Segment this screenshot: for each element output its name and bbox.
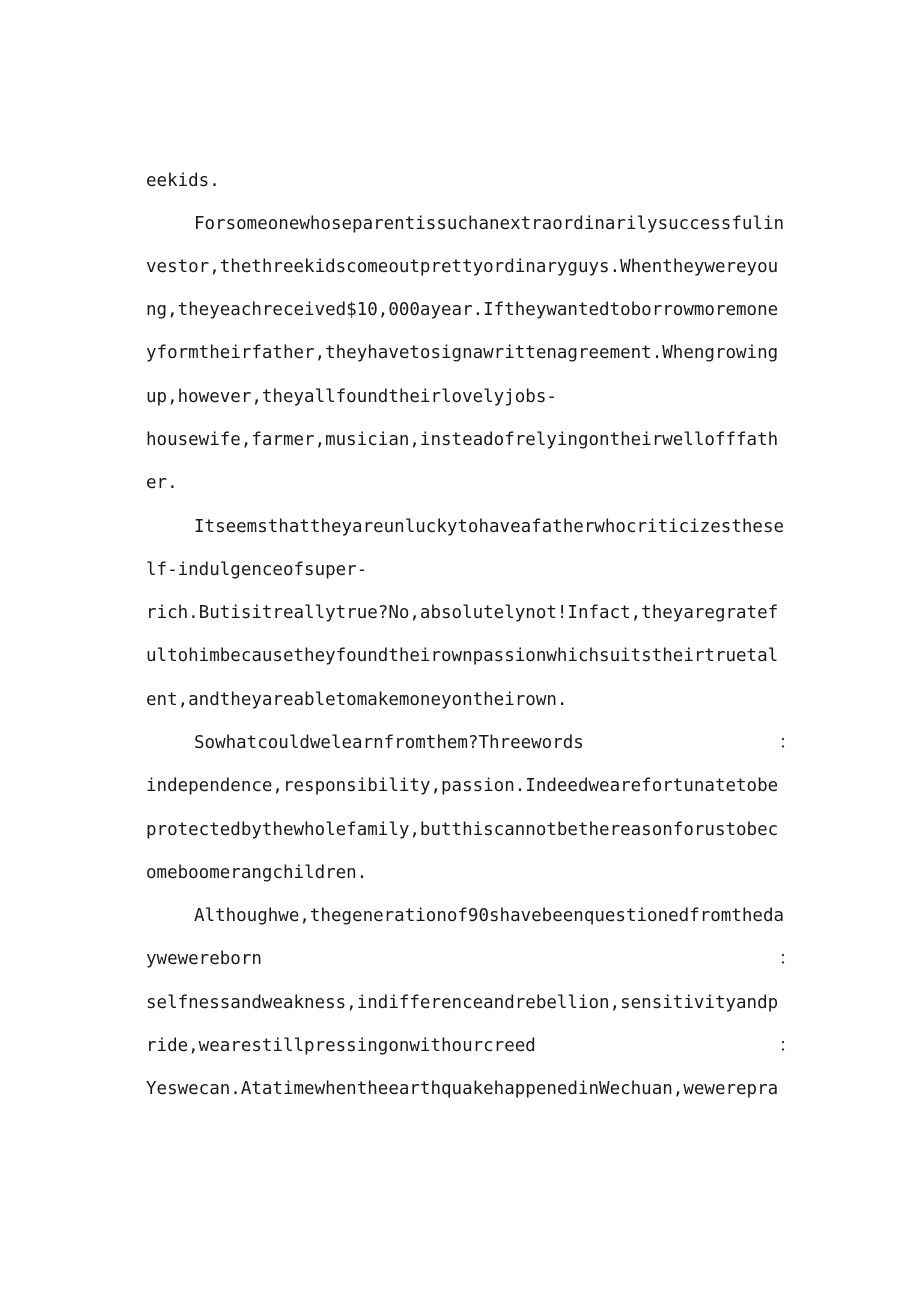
- text-line: protectedbythewholefamily,butthiscannotbethereasonforustobec: [146, 820, 779, 840]
- colon-mark: ：: [779, 949, 797, 969]
- text-line: ultohimbecausetheyfoundtheirownpassionwhichsuitstheirtruetal: [146, 646, 779, 666]
- text-line: ng,theyeachreceived$10,000ayear.Iftheywantedtoborrowmoremone: [146, 300, 779, 320]
- text-line: yformtheirfather,theyhavetosignawrittenagreement.Whengrowing: [146, 343, 779, 363]
- text-line: ride,wearestillpressingonwithourcreed: [146, 1036, 536, 1056]
- text-line: ywewereborn: [146, 949, 262, 969]
- colon-mark: ：: [779, 1036, 797, 1056]
- paragraph-first-line: Althoughwe,thegenerationof90shavebeenquestionedfromtheda: [194, 906, 785, 926]
- text-line: eekids.: [146, 171, 220, 191]
- text-line: vestor,thethreekidscomeoutprettyordinaryguys.Whentheywereyou: [146, 257, 779, 277]
- paragraph-first-line: Forsomeonewhoseparentissuchanextraordinarilysuccessfulin: [194, 214, 785, 234]
- text-line: ent,andtheyareabletomakemoneyontheirown.: [146, 690, 568, 710]
- text-line: independence,responsibility,passion.Indeedwearefortunatetobe: [146, 776, 779, 796]
- text-line: up,however,theyallfoundtheirlovelyjobs-: [146, 387, 557, 407]
- text-line: omeboomerangchildren.: [146, 863, 368, 883]
- text-line: lf-indulgenceofsuper-: [146, 560, 368, 580]
- paragraph-first-line: Sowhatcouldwelearnfromthem?Threewords: [194, 733, 584, 753]
- text-line: Yeswecan.AtatimewhentheearthquakehappenedinWechuan,wewerepra: [146, 1079, 779, 1099]
- paragraph-first-line: Itseemsthattheyareunluckytohaveafatherwhocriticizesthese: [194, 517, 785, 537]
- text-line: housewife,farmer,musician,insteadofrelyingontheirwellofffath: [146, 430, 779, 450]
- colon-mark: ：: [779, 733, 797, 753]
- text-line: er.: [146, 473, 178, 493]
- text-line: selfnessandweakness,indifferenceandrebellion,sensitivityandp: [146, 993, 779, 1013]
- text-line: rich.Butisitreallytrue?No,absolutelynot!Infact,theyaregratef: [146, 603, 779, 623]
